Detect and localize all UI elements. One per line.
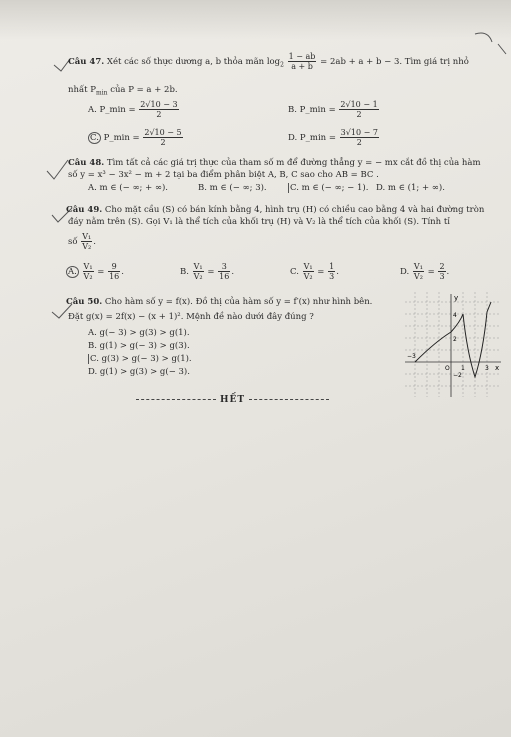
option-den: 16 — [219, 272, 230, 281]
tick-y-neg2: −2 — [453, 372, 462, 379]
q50-option-d[interactable] — [88, 367, 190, 377]
ratio-den: V₂ — [303, 272, 313, 281]
option-letter: D. — [376, 183, 386, 193]
q47-frac-num: 1 − ab — [288, 52, 316, 61]
q49-line2: đáy nằm trên (S). Gọi V₁ là thể tích của khối trụ (H) và V₂ là thể tích của khối (S). Tính tỉ — [68, 217, 450, 227]
option-den: 16 — [109, 272, 120, 281]
option-letter: A. — [88, 183, 97, 193]
dash-right — [249, 399, 329, 400]
y-axis-label: y — [454, 294, 459, 302]
ratio-den: V₂ — [83, 272, 93, 281]
option-num: 3√10 − 7 — [340, 128, 378, 137]
ratio-num: V₁ — [82, 232, 92, 241]
option-num: 1 — [329, 262, 335, 271]
option-letter: B. — [288, 105, 297, 115]
q48-line2: số y = x³ − 3x² − m + 2 tại ba điểm phân biệt A, B, C sao cho AB = BC . — [68, 170, 379, 180]
q47-line1 — [68, 52, 469, 71]
option-lhs: P_min = — [299, 105, 336, 115]
option-letter: D. — [88, 367, 98, 377]
option-letter: C. — [290, 183, 299, 193]
end-label: HẾT — [220, 395, 246, 405]
q47-log-base: 2 — [280, 61, 284, 69]
tick-x-neg3: −3 — [407, 353, 416, 360]
option-lhs: P_min = — [299, 133, 336, 143]
q50-option-a[interactable] — [88, 328, 190, 338]
q47-frac-den: a + b — [291, 62, 313, 71]
q48-option-b[interactable] — [198, 183, 267, 193]
option-lhs: P_min = — [103, 133, 140, 143]
q48-line1 — [68, 158, 481, 169]
option-den: 2 — [156, 110, 162, 119]
q49-text1: Cho mặt cầu (S) có bán kính bằng 4, hình trụ (H) có chiều cao bằng 4 và hai đường tròn — [104, 205, 485, 215]
q47-label: Câu 47. — [68, 57, 105, 67]
q47-option-c[interactable] — [88, 128, 184, 147]
q49-option-d[interactable]: D. $\frac{\text{V₁}}{\text{V₂}}$ = $\frac{2}{3}$ . — [400, 262, 450, 281]
q47-option-b[interactable] — [288, 100, 380, 119]
option-text: m ∈ (− ∞; + ∞). — [99, 183, 169, 193]
derivative-graph — [405, 292, 505, 400]
q50-option-c[interactable] — [88, 354, 192, 364]
q48-text1: Tìm tất cả các giá trị thực của tham số m để đường thẳng y = − mx cắt đồ thị của hàm — [106, 158, 481, 168]
ratio-den: V₂ — [413, 272, 423, 281]
option-letter: B. — [180, 267, 189, 277]
graph-grid — [405, 292, 500, 397]
q47-text3-sub: min — [96, 89, 108, 97]
q50-label: Câu 50. — [66, 297, 103, 307]
option-letter: A. — [68, 267, 77, 277]
option-text: g(− 3) > g(3) > g(1). — [99, 328, 190, 338]
pen-mark-corner — [470, 28, 510, 58]
option-letter: C. — [90, 354, 99, 364]
origin-label: O — [445, 365, 450, 372]
option-den: 3 — [329, 272, 335, 281]
q49-option-a[interactable]: A. $\frac{\text{V₁}}{\text{V₂}}$ = $\frac{9}{16}$ . — [68, 262, 124, 281]
q47-text3c: của P = a + 2b. — [110, 85, 178, 95]
x-axis-label: x — [495, 364, 500, 372]
q49-option-b[interactable]: B. $\frac{\text{V₁}}{\text{V₂}}$ = $\frac{3}{16}$ . — [180, 262, 235, 281]
ratio-den: V₂ — [193, 272, 203, 281]
option-letter: C. — [290, 267, 299, 277]
option-text: g(1) > g(− 3) > g(3). — [99, 341, 190, 351]
option-text: m ∈ (− ∞; 3). — [209, 183, 267, 193]
q48-label: Câu 48. — [68, 158, 105, 168]
option-text: g(1) > g(3) > g(− 3). — [99, 367, 190, 377]
option-num: 9 — [108, 262, 120, 272]
q49-line1 — [66, 205, 484, 216]
option-num: 2 — [439, 262, 445, 271]
q48-option-c[interactable] — [288, 183, 368, 193]
ratio-num: V₁ — [193, 262, 203, 271]
option-den: 2 — [356, 110, 362, 119]
option-num: 2√10 − 3 — [140, 100, 178, 109]
tick-y-4: 4 — [453, 312, 457, 319]
option-num: 2√10 − 5 — [144, 128, 182, 137]
option-letter: A. — [88, 328, 97, 338]
option-letter: C. — [90, 133, 99, 143]
q49-label: Câu 49. — [66, 205, 103, 215]
checkmark-q48 — [45, 157, 70, 187]
q48-option-a[interactable] — [88, 183, 168, 193]
option-den: 2 — [160, 138, 166, 147]
ratio-num: V₁ — [83, 262, 93, 271]
q50-line1 — [66, 297, 372, 308]
q47-option-d[interactable] — [288, 128, 380, 147]
option-letter: A. — [88, 105, 97, 115]
option-letter: D. — [288, 133, 298, 143]
q50-text1: Cho hàm số y = f(x). Đồ thị của hàm số y = f′(x) như hình bên. — [104, 297, 373, 307]
tick-y-2: 2 — [453, 336, 457, 343]
option-letter: D. — [400, 267, 410, 277]
q47-line2 — [68, 85, 178, 99]
tick-x-1: 1 — [461, 365, 465, 372]
option-lhs: P_min = — [99, 105, 136, 115]
option-text: m ∈ (1; + ∞). — [387, 183, 445, 193]
q47-text1: Xét các số thực dương a, b thỏa mãn log — [106, 57, 281, 67]
q49-text3: số — [68, 237, 78, 247]
ratio-den: V₂ — [82, 242, 92, 251]
q47-option-a[interactable] — [88, 100, 180, 119]
option-text: g(3) > g(− 3) > g(1). — [101, 354, 192, 364]
option-den: 3 — [439, 272, 445, 281]
q49-option-c[interactable]: C. $\frac{\text{V₁}}{\text{V₂}}$ = $\frac{1}{3}$ . — [290, 262, 339, 281]
q50-option-b[interactable] — [88, 341, 190, 351]
page-shadow — [0, 0, 511, 40]
ratio-num: V₁ — [413, 262, 423, 271]
option-letter: B. — [88, 341, 97, 351]
q47-text2: = 2ab + a + b − 3. Tìm giá trị nhỏ — [320, 57, 469, 67]
tick-x-3: 3 — [485, 365, 489, 372]
q48-option-d[interactable] — [376, 183, 445, 193]
end-marker — [132, 395, 333, 405]
dash-left — [136, 399, 216, 400]
option-text: m ∈ (− ∞; − 1). — [301, 183, 369, 193]
ratio-num: V₁ — [303, 262, 313, 271]
q47-text3: nhất P — [68, 85, 96, 95]
option-num: 2√10 − 1 — [340, 100, 378, 109]
q49-line3: số $\frac{\text{V₁}}{\text{V₂}}$ . — [68, 232, 96, 251]
option-num: 3 — [218, 262, 230, 272]
q47-fraction — [288, 52, 317, 71]
option-den: 2 — [356, 138, 362, 147]
option-letter: B. — [198, 183, 207, 193]
q50-line2: Đặt g(x) = 2f(x) − (x + 1)². Mệnh đề nào dưới đây đúng ? — [68, 312, 314, 322]
